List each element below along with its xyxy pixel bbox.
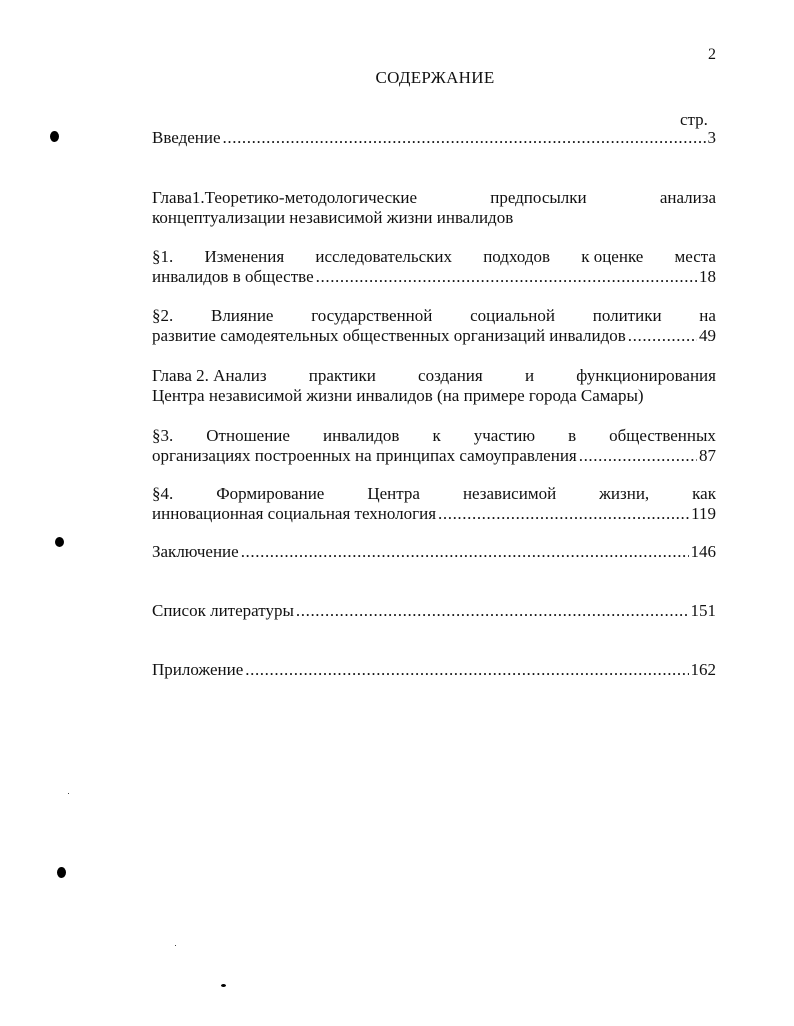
toc-word: исследовательских: [315, 247, 453, 266]
toc-entry-title: инвалидов в обществе: [152, 267, 314, 286]
toc-page-number: 162: [690, 660, 716, 679]
toc-entry-line: [152, 484, 716, 504]
toc-word: на: [699, 306, 716, 325]
toc-entry-title: развитие самодеятельных общественных организаций инвалидов: [152, 326, 626, 345]
toc-word: анализа: [659, 188, 716, 207]
toc-entry: [152, 484, 716, 524]
toc-page-number: 119: [691, 504, 716, 523]
toc-page-number: 87: [699, 446, 716, 465]
toc-entry: [152, 247, 716, 287]
dot-leader: [628, 326, 697, 346]
toc-word: и: [524, 366, 535, 385]
toc-entry-leader-line: [152, 601, 716, 621]
scan-mark: [57, 867, 66, 878]
toc-word: к оценке: [581, 247, 644, 266]
toc-entry-leader-line: [152, 128, 716, 148]
toc-page-number: 146: [690, 542, 716, 561]
toc-word: Глава 2. Анализ: [152, 366, 267, 385]
toc-word: предпосылки: [490, 188, 587, 207]
toc-page-number: 18: [699, 267, 716, 286]
scan-mark: [175, 945, 176, 946]
toc-word: к: [432, 426, 441, 445]
toc-entry: [152, 426, 716, 466]
toc-word: общественных: [609, 426, 716, 445]
toc-word: Центра независимой жизни инвалидов (на примере города Самары): [152, 386, 644, 405]
toc-entry-leader-line: [152, 267, 716, 287]
dot-leader: [241, 542, 689, 562]
toc-word: концептуализации независимой жизни инвалидов: [152, 208, 514, 227]
toc-word: участию: [473, 426, 536, 445]
page-number: 2: [708, 46, 716, 63]
toc-entry-leader-line: [152, 446, 716, 466]
toc-word: Глава1.Теоретико-методологические: [152, 188, 418, 207]
toc-word: Формирование: [216, 484, 325, 503]
toc-entry-title: организациях построенных на принципах самоуправления: [152, 446, 577, 465]
toc-word: функционирования: [576, 366, 716, 385]
toc-word: социальной: [470, 306, 555, 325]
scan-mark: [55, 537, 64, 547]
toc-page-number: 49: [699, 326, 716, 345]
toc-entry-leader-line: [152, 660, 716, 680]
dot-leader: [438, 504, 689, 524]
toc-entry-title: инновационная социальная технология: [152, 504, 437, 523]
toc-word: Отношение: [206, 426, 290, 445]
toc-word: государственной: [311, 306, 433, 325]
toc-entry-leader-line: [152, 326, 716, 346]
toc-entry-title: Список литературы: [152, 601, 294, 620]
toc-word: §3.: [152, 426, 174, 445]
toc-word: практики: [308, 366, 376, 385]
toc-entry-line: [152, 306, 716, 326]
toc-word: Изменения: [204, 247, 285, 266]
toc-entry-title: Приложение: [152, 660, 244, 679]
toc-word: §2.: [152, 306, 174, 325]
toc-entry: [152, 128, 716, 148]
toc-entry-line: [152, 386, 716, 406]
toc-page-number: 151: [690, 601, 716, 620]
toc-page-number: 3: [707, 128, 716, 147]
dot-leader: [245, 660, 688, 680]
toc-word: в: [568, 426, 577, 445]
toc-entry-line: [152, 208, 716, 228]
toc-entry-line: [152, 366, 716, 386]
toc-word: подходов: [483, 247, 550, 266]
toc-word: Влияние: [210, 306, 274, 325]
toc-entry: [152, 542, 716, 562]
toc-entry: [152, 660, 716, 680]
toc-word: инвалидов: [322, 426, 400, 445]
toc-entry-title: Заключение: [152, 542, 239, 561]
scan-mark: [50, 131, 59, 142]
toc-title: СОДЕРЖАНИЕ: [375, 68, 495, 87]
toc-entry-line: [152, 247, 716, 267]
toc-word: жизни,: [599, 484, 650, 503]
toc-entry-leader-line: [152, 542, 716, 562]
toc-word: §4.: [152, 484, 174, 503]
toc-entry-line: [152, 188, 716, 208]
dot-leader: [579, 446, 697, 466]
toc-word: политики: [592, 306, 662, 325]
toc-word: Центра: [367, 484, 420, 503]
toc-word: §1.: [152, 247, 174, 266]
scan-mark: [68, 793, 69, 794]
toc-word: как: [692, 484, 716, 503]
scan-mark: [221, 984, 226, 987]
toc-entry: [152, 601, 716, 621]
toc-word: независимой: [462, 484, 557, 503]
toc-entry-leader-line: [152, 504, 716, 524]
toc-word: создания: [418, 366, 483, 385]
toc-word: места: [674, 247, 716, 266]
toc-entry-line: [152, 426, 716, 446]
toc-entry: [152, 366, 716, 406]
pages-column-label: стр.: [680, 110, 708, 129]
toc-entry: [152, 306, 716, 346]
dot-leader: [296, 601, 689, 621]
toc-entry-title: Введение: [152, 128, 221, 147]
toc-entry: [152, 188, 716, 228]
dot-leader: [223, 128, 706, 148]
dot-leader: [316, 267, 697, 287]
